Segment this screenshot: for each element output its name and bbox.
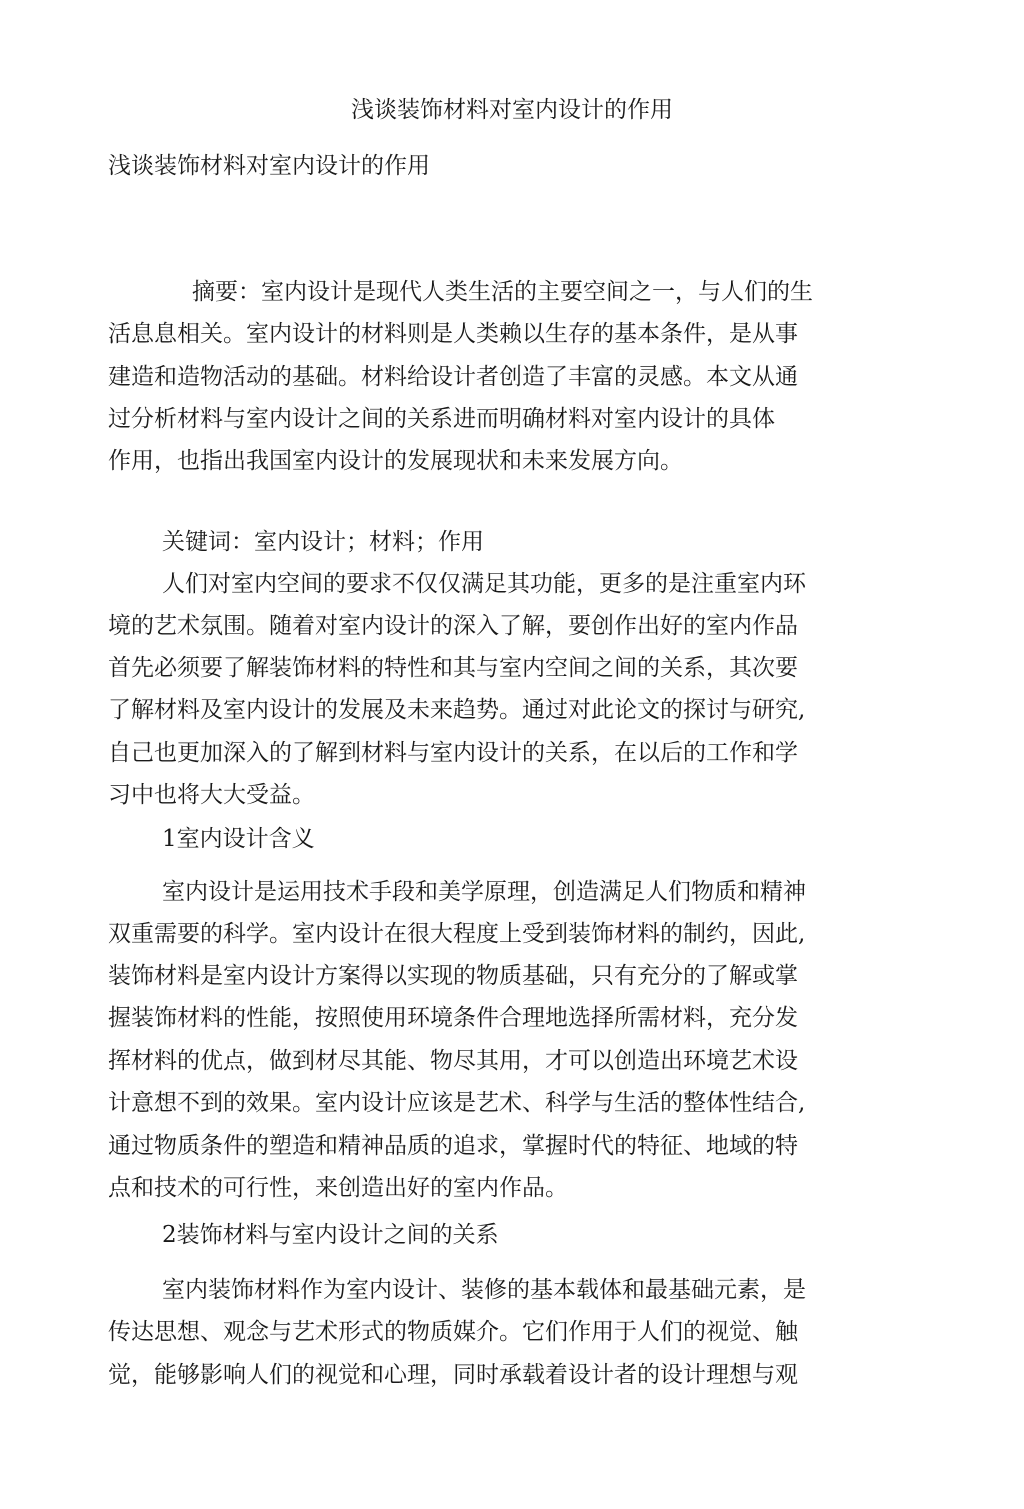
intro-line: 习中也将大大受益。: [108, 782, 315, 808]
keywords: 关键词：室内设计；材料；作用: [162, 529, 484, 555]
intro-line: 首先必须要了解装饰材料的特性和其与室内空间之间的关系，其次要: [108, 655, 798, 681]
section1-line: 挥材料的优点，做到材尽其能、物尽其用，才可以创造出环境艺术设: [108, 1048, 798, 1074]
section2-line: 传达思想、观念与艺术形式的物质媒介。它们作用于人们的视觉、触: [108, 1319, 798, 1345]
section1-line: 点和技术的可行性，来创造出好的室内作品。: [108, 1175, 568, 1201]
abstract-line: 摘要：室内设计是现代人类生活的主要空间之一，与人们的生: [192, 279, 813, 305]
section1-line: 通过物质条件的塑造和精神品质的追求，掌握时代的特征、地域的特: [108, 1133, 798, 1159]
section1-line: 室内设计是运用技术手段和美学原理，创造满足人们物质和精神: [162, 879, 806, 905]
intro-line: 境的艺术氛围。随着对室内设计的深入了解，要创作出好的室内作品: [108, 613, 798, 639]
intro-line: 自己也更加深入的了解到材料与室内设计的关系，在以后的工作和学: [108, 740, 798, 766]
section1-line: 计意想不到的效果。室内设计应该是艺术、科学与生活的整体性结合,: [108, 1090, 806, 1116]
intro-line: 人们对室内空间的要求不仅仅满足其功能，更多的是注重室内环: [162, 571, 806, 597]
section-heading-1: 1室内设计含义: [162, 826, 315, 852]
section2-line: 觉，能够影响人们的视觉和心理，同时承载着设计者的设计理想与观: [108, 1362, 798, 1388]
section2-line: 室内装饰材料作为室内设计、装修的基本载体和最基础元素，是: [162, 1277, 806, 1303]
subtitle: 浅谈装饰材料对室内设计的作用: [108, 153, 430, 179]
section-heading-2: 2装饰材料与室内设计之间的关系: [162, 1222, 499, 1248]
abstract-line: 建造和造物活动的基础。材料给设计者创造了丰富的灵感。本文从通: [108, 364, 798, 390]
section1-line: 装饰材料是室内设计方案得以实现的物质基础，只有充分的了解或掌: [108, 963, 798, 989]
abstract-line: 作用，也指出我国室内设计的发展现状和未来发展方向。: [108, 448, 683, 474]
header-title: 浅谈装饰材料对室内设计的作用: [351, 97, 673, 123]
abstract-line: 活息息相关。室内设计的材料则是人类赖以生存的基本条件，是从事: [108, 321, 798, 347]
abstract-line: 过分析材料与室内设计之间的关系进而明确材料对室内设计的具体: [108, 406, 775, 432]
section1-line: 握装饰材料的性能，按照使用环境条件合理地选择所需材料，充分发: [108, 1005, 798, 1031]
section1-line: 双重需要的科学。室内设计在很大程度上受到装饰材料的制约，因此,: [108, 921, 806, 947]
intro-line: 了解材料及室内设计的发展及未来趋势。通过对此论文的探讨与研究,: [108, 697, 806, 723]
